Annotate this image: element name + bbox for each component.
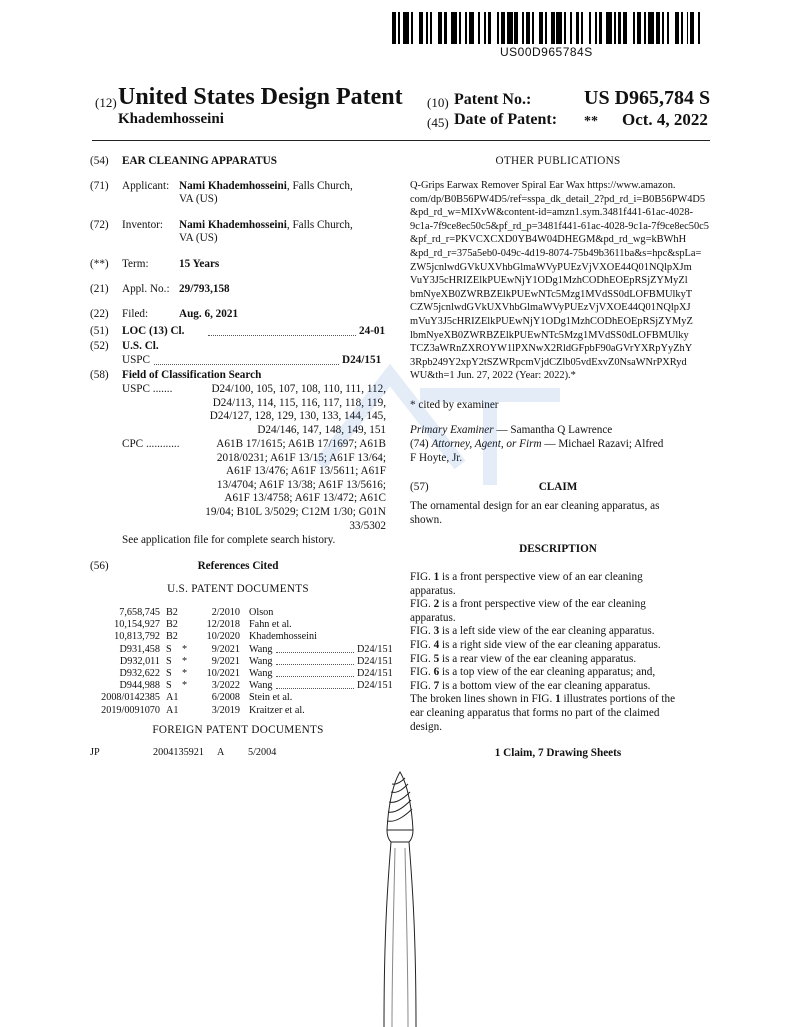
fig-number: 5 [433,652,440,665]
uspc-value: D24/151 [342,354,382,366]
field-cpc-line: 19/04; B10L 3/5029; C12M 1/30; G01N [205,505,386,518]
broken-lines-note [410,693,675,707]
us-doc-class: D24/151 [357,668,393,679]
attorney-label: Attorney, Agent, or Firm [431,438,542,450]
attorney-code: (74) [410,438,429,450]
us-doc-kind: S [166,643,172,655]
claim-code: (57) [410,481,429,493]
us-doc-row [90,655,393,668]
date-label: Date of Patent: [454,111,558,128]
barcode-number: US00D965784S [500,45,593,59]
uspc-label: USPC [122,354,150,366]
other-pub-line: TCZ3aWRnZXROYW1lPXNwX2RldGFpbF90aGVrYXRpYyZhY [410,343,693,355]
uscl-code: (52) [90,340,109,352]
attorney-cont: F Hoyte, Jr. [410,452,463,464]
us-doc-date: 9/2021 [211,655,240,667]
claim-line: shown. [410,513,443,526]
us-doc-date: 6/2008 [211,692,240,704]
applicant-name: Nami Khademhosseini [179,180,287,192]
claims-sheets: 1 Claim, 7 Drawing Sheets [494,747,622,759]
claim-title: CLAIM [538,481,578,493]
us-doc-row [90,631,390,643]
us-doc-star: * [182,680,188,692]
cited-note: * cited by examiner [410,399,499,411]
us-doc-num: D932,622 [119,668,160,679]
description-item [410,571,643,585]
loc-label: LOC (13) Cl. [122,325,185,337]
us-doc-num: 2019/0091070 [101,704,160,716]
us-doc-kind: A1 [166,692,179,704]
us-doc-name: Olson [249,607,274,618]
broken-lines-cont: ear cleaning apparatus that forms no part of the claimed [410,707,660,719]
us-doc-kind: B2 [166,607,178,618]
ear-cleaner-drawing [370,770,430,1027]
field-uspc-label: USPC ....... [122,383,173,395]
term-code: (**) [90,258,109,270]
inventor [179,219,353,233]
us-doc-name: Fahn et al. [249,619,292,631]
broken-lines-cont: design. [410,720,443,733]
us-doc-leader [276,652,354,653]
date-code: (45) [427,115,449,130]
us-doc-leader [276,676,354,677]
other-pub-line: Q-Grips Earwax Remover Spiral Ear Wax https://www.amazon. [410,180,676,191]
appl-value: 29/793,158 [179,283,230,295]
us-doc-date: 10/2021 [206,668,240,679]
us-doc-name: Stein et al. [249,692,293,704]
field-cpc-line: A61F 13/476; A61F 13/5611; A61F [226,465,386,478]
refs-code: (56) [90,560,109,572]
other-pub-text [410,179,710,383]
other-pub-line: &pd_rd_w=MIXvW&content-id=amzn1.sym.3481f441-61ac-4028- [410,207,693,219]
description-item-cont: apparatus. [410,584,456,597]
us-doc-name: Khademhosseini [249,631,317,643]
us-doc-star: * [182,655,188,667]
fig-text: is a rear view of the ear cleaning apparatus. [439,652,637,665]
us-doc-num: D944,988 [119,680,160,692]
fig-number: 2 [433,598,440,611]
fig-number: 1 [433,571,440,583]
fig-prefix: FIG. [410,598,434,611]
field-cpc-line: 2018/0231; A61F 13/15; A61F 13/64; [216,451,386,464]
us-doc-leader [276,688,354,689]
us-doc-name: Wang [249,668,273,679]
us-doc-kind: S [166,680,172,692]
filed-label: Filed: [122,308,149,320]
handle-body [384,842,391,1027]
fig-text: is a top view of the ear cleaning apparatus; and, [439,666,656,679]
filed-code: (22) [90,308,109,320]
us-doc-kind: A1 [166,704,179,716]
invention-title: EAR CLEANING APPARATUS [122,155,277,167]
foreign-kind: A [217,747,225,758]
field-code: (58) [90,369,109,381]
broken-fig: 1 [555,693,561,706]
us-doc-kind: S [166,668,172,679]
applicant-code: (71) [90,180,109,192]
fig-number: 7 [433,679,440,692]
field-cpc-label: CPC ............ [122,438,180,450]
attorney [410,438,663,452]
field-cpc-line: A61B 17/1615; A61B 17/1697; A61B [216,438,386,450]
description-item [410,598,646,612]
fig-number: 4 [433,639,440,651]
us-doc-date: 3/2022 [211,680,240,692]
us-doc-class: D24/151 [357,643,393,655]
broken-post: illustrates portions of the [560,693,676,706]
us-docs-title: U.S. PATENT DOCUMENTS [167,583,309,595]
other-pub-line: com/dp/B0B56PW4D5/ref=sspa_dk_detail_2?pd_rd_i=B0B56PW4D5 [410,193,706,205]
patent-type-title: United States Design Patent [118,84,403,110]
us-doc-num: 7,658,745 [119,607,160,618]
us-doc-name: Wang [249,680,273,692]
field-cpc-list [150,438,386,533]
us-doc-date: 10/2020 [206,631,240,643]
us-doc-row [90,643,393,656]
term-label: Term: [122,258,149,270]
appl-label: Appl. No.: [122,283,170,295]
uscl-label: U.S. Cl. [122,340,159,352]
field-uspc-line: D24/127, 128, 129, 130, 133, 144, 145, [209,410,386,423]
applicant-label: Applicant: [122,180,170,192]
other-pub-line: 3Rpb249Y2xpY2tSZWRpcmVjdCZlb05vdExvZ0NsaWNrPXRyd [410,356,687,368]
other-pub-line: &pd_rd_r=375a5eb0-049c-4d19-8074-75b49b3611ba&s=hpc&spLa= [410,247,702,259]
patent-no: US D965,784 S [584,87,711,109]
field-uspc-line: D24/100, 105, 107, 108, 110, 111, 112, [211,383,386,395]
us-doc-num: 10,154,927 [114,619,160,631]
other-pub-line: CZW5jcnlwdGVkUXVhbGlmaWVyPUEzVjVXOE44Q01NQlpXJ [410,302,691,314]
us-doc-class: D24/151 [357,680,393,692]
header-rule [92,140,710,141]
us-doc-num: D932,011 [119,655,160,667]
description-item [410,666,655,680]
see-application: See application file for complete search history. [122,534,336,546]
fig-prefix: FIG. [410,679,434,692]
us-doc-date: 2/2010 [211,607,240,618]
claim-line: The ornamental design for an ear cleaning apparatus, as [410,500,660,512]
description-item [410,680,650,694]
applicant-loc2: VA (US) [179,193,218,205]
us-doc-name: Wang [249,643,273,655]
fig-text: is a front perspective view of the ear cleaning [439,598,646,611]
broken-pre: The broken lines shown in FIG. [410,693,556,706]
us-doc-num: D931,458 [119,643,160,655]
us-doc-kind: S [166,655,172,667]
field-uspc-list [150,383,386,437]
appl-code: (21) [90,283,109,295]
patent-no-code: (10) [427,95,449,110]
primary-examiner [410,424,612,438]
other-pub-line: VuY3J5cHRIZElkPUEwNjY1ODg1MzhCODhEOEpRSjZYMyZl [410,275,688,287]
primary-label: Primary Examiner [410,424,494,436]
fig-prefix: FIG. [410,571,434,583]
us-doc-kind: B2 [166,619,178,631]
attorney-name: — Michael Razavi; Alfred [544,438,664,450]
field-cpc-line: 13/4704; A61F 13/38; A61F 13/5616; [216,478,386,491]
other-pub-title: OTHER PUBLICATIONS [495,155,621,167]
description-item [410,639,661,653]
other-pub-line: lbmNyeXB0ZWRBZElkPUEwNTc5Mzg1MVdSS0dLOFBMUlky [410,329,689,341]
inventor-loc2: VA (US) [179,232,218,244]
inventor-name: Nami Khademhosseini [179,219,287,231]
us-doc-row [90,668,393,680]
us-doc-row [90,619,390,631]
primary-name: — Samantha Q Lawrence [496,424,613,436]
fig-number: 3 [433,625,440,638]
description-item-cont: apparatus. [410,611,456,624]
field-cpc-line: A61F 13/4758; A61F 13/472; A61C [224,492,386,505]
inventor-label: Inventor: [122,219,164,231]
us-doc-row [90,680,393,692]
desc-title: DESCRIPTION [519,543,597,555]
fig-number: 6 [433,666,440,679]
fig-text: is a front perspective view of an ear cleaning [439,571,643,583]
fig-text: is a right side view of the ear cleaning apparatus. [439,639,661,651]
fig-text: is a bottom view of the ear cleaning apparatus. [439,679,651,692]
loc-value: 24-01 [359,325,386,337]
field-uspc-line: D24/146, 147, 148, 149, 151 [257,423,386,436]
us-doc-name: Kraitzer et al. [249,704,305,716]
other-pub-line: &pf_rd_r=PKVCXCXD0YB4W04DHEGM&pd_rd_wg=kBWhH [410,234,687,246]
tip-collar [387,830,413,842]
description-item [410,653,636,667]
title-code: (54) [90,155,109,167]
description-item [410,625,655,639]
field-uspc-line: D24/113, 114, 115, 116, 117, 118, 119, [212,396,386,409]
other-pub-line: mVuY3J5cHRIZElkPUEwNjY1ODg1MzhCODhEOEpRSjZYMyZ [410,315,693,327]
us-doc-row [90,692,390,704]
fig-prefix: FIG. [410,639,434,651]
us-doc-class: D24/151 [357,655,393,667]
us-doc-num: 2008/0142385 [101,692,160,704]
us-doc-leader [276,664,354,665]
us-doc-date: 9/2021 [211,643,240,655]
filed-value: Aug. 6, 2021 [179,308,239,320]
patent-no-label: Patent No.: [454,91,532,108]
uspc-leader [154,364,339,365]
inventor-loc: , Falls Church, [286,219,353,231]
foreign-num: 2004135921 [153,747,204,758]
barcode [392,12,707,44]
inventor-short: Khademhosseini [118,111,224,127]
term-value: 15 Years [179,258,220,270]
us-doc-num: 10,813,792 [114,631,160,643]
refs-title: References Cited [197,560,279,572]
fig-prefix: FIG. [410,625,434,638]
loc-code: (51) [90,325,109,337]
us-doc-date: 12/2018 [206,619,240,631]
us-doc-star: * [182,643,188,655]
foreign-country: JP [90,747,100,758]
patent-date: Oct. 4, 2022 [622,110,708,129]
other-pub-line: WU&th=1 Jun. 27, 2022 (Year: 2022).* [410,370,576,382]
foreign-title: FOREIGN PATENT DOCUMENTS [152,724,324,736]
applicant [179,180,353,194]
us-doc-row [90,705,390,717]
foreign-row [90,747,390,760]
applicant-loc: , Falls Church, [286,180,353,192]
field-cpc-line: 33/5302 [349,519,386,532]
date-mark: ** [584,114,598,129]
us-doc-date: 3/2019 [211,704,240,716]
foreign-date: 5/2004 [248,747,277,758]
field-label: Field of Classification Search [122,369,262,381]
inventor-code: (72) [90,219,109,231]
other-pub-line: bmNyeXB0ZWRBZElkPUEwNTc5Mzg1MVdSS0dLOFBMUlkyT [410,288,693,300]
fig-prefix: FIG. [410,666,434,679]
header-left-code: (12) [95,95,117,110]
other-pub-line: ZW5jcnlwdGVkUXVhbGlmaWVyPUEzVjVXOE44Q01NQlpXJm [410,261,692,273]
us-doc-kind: B2 [166,631,178,643]
fig-prefix: FIG. [410,652,434,665]
fig-text: is a left side view of the ear cleaning apparatus. [439,625,655,638]
other-pub-line: 9c1a-7f9ce8ec50c5&pf_rd_p=3481f441-61ac-4028-9c1a-7f9ce8ec50c5 [410,220,709,232]
us-doc-row [90,607,390,619]
us-doc-name: Wang [249,655,273,667]
loc-leader [208,335,356,336]
claim-text [410,500,710,527]
us-doc-star: * [182,668,188,679]
